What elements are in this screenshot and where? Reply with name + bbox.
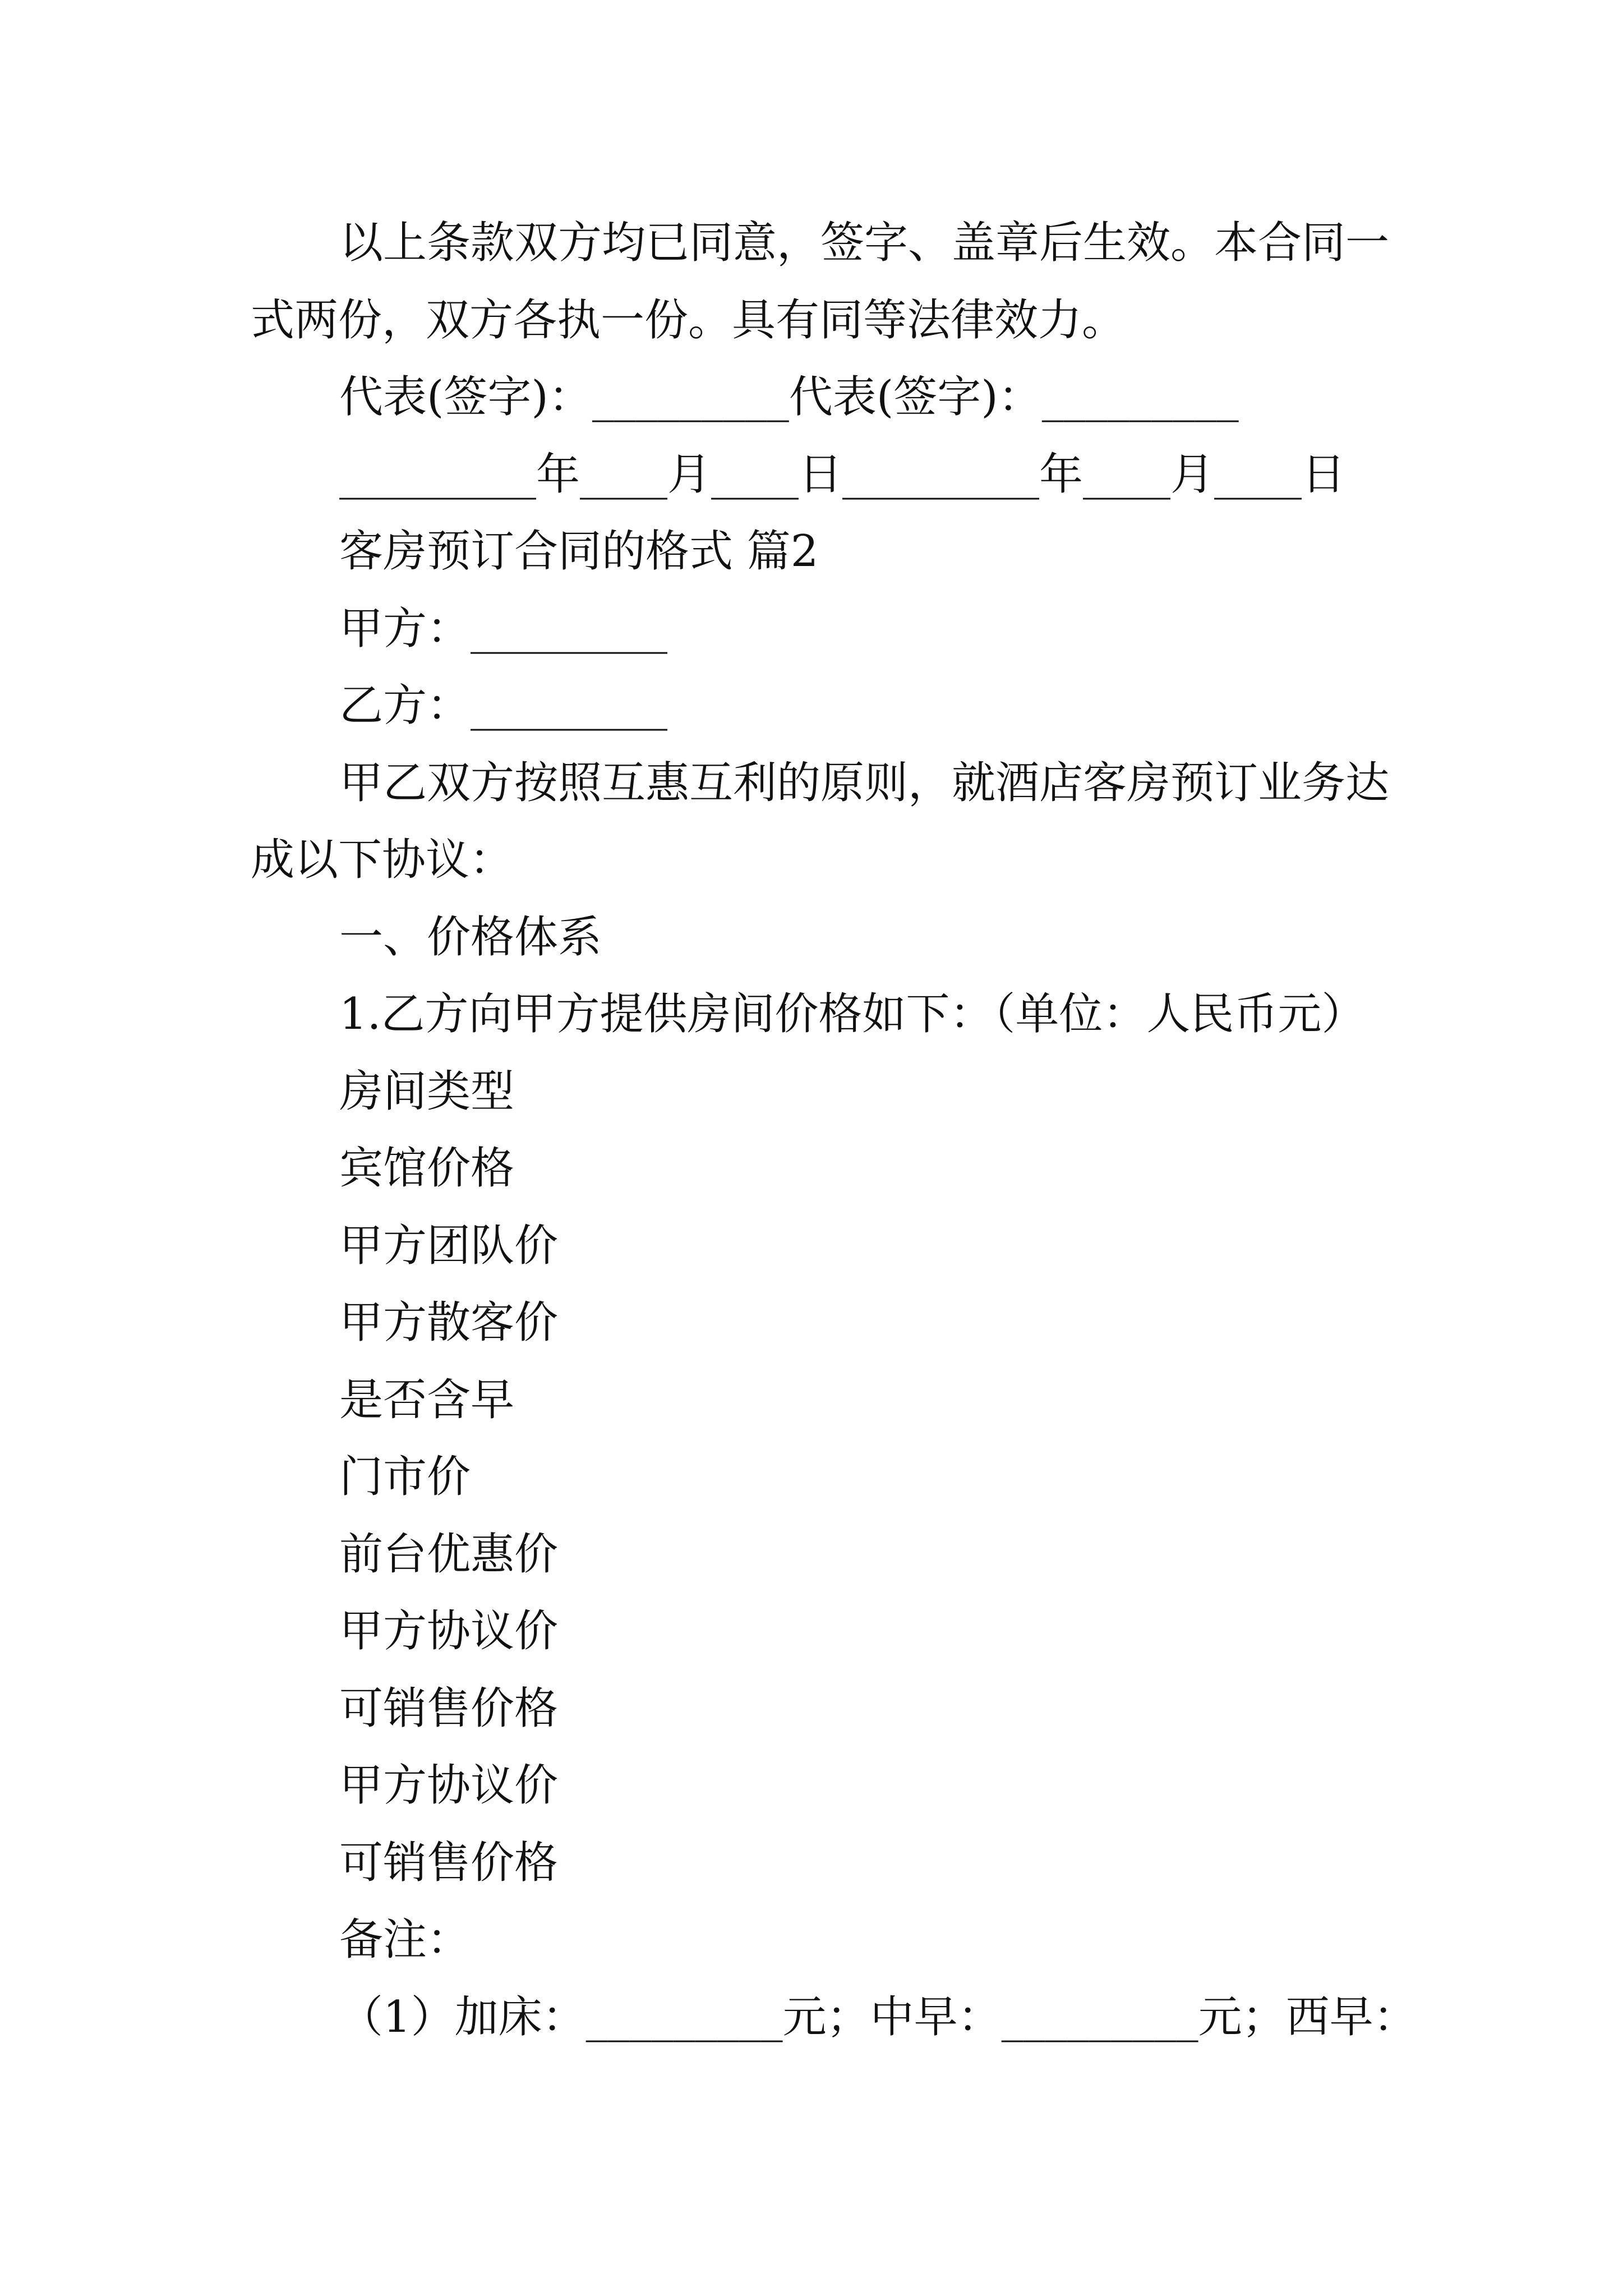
preamble-line-1: 甲乙双方按照互惠互利的原则，就酒店客房预订业务达 — [339, 757, 1390, 808]
preamble-line-2: 成以下协议： — [251, 835, 514, 885]
party-b-line: 乙方：_________ — [339, 680, 668, 731]
clause-1-text: 1.乙方向甲方提供房间价格如下：（单位：人民币元） — [339, 989, 1366, 1039]
price-item-sellable-price-1: 可销售价格 — [339, 1683, 559, 1734]
section-title: 客房预订合同的格式 篇2 — [339, 526, 819, 577]
clause-heading: 一、价格体系 — [339, 912, 602, 963]
price-item-rack-rate: 门市价 — [339, 1452, 471, 1502]
remark-1-text: （1）加床：_________元；中早：_________元；西早： — [339, 1991, 1417, 2042]
price-item-room-type: 房间类型 — [339, 1066, 515, 1117]
price-item-front-desk-discount: 前台优惠价 — [339, 1529, 559, 1580]
price-item-group-price: 甲方团队价 — [339, 1220, 559, 1271]
price-table-items — [251, 1053, 1623, 1902]
signature-line: 代表(签字)：_________代表(签字)：_________ — [339, 372, 1239, 422]
closing-clause — [251, 205, 1623, 359]
price-item-agreement-price-1: 甲方协议价 — [339, 1606, 559, 1657]
closing-clause-line-2: 式两份，双方各执一份。具有同等法律效力。 — [251, 295, 1126, 346]
price-item-breakfast-included: 是否含早 — [339, 1374, 515, 1425]
price-item-sellable-price-2: 可销售价格 — [339, 1837, 559, 1888]
party-a-line: 甲方：_________ — [339, 603, 668, 654]
price-item-hotel-price: 宾馆价格 — [339, 1143, 515, 1194]
date-line: _________年____月____日_________年____月____日 — [339, 449, 1346, 500]
preamble — [251, 745, 1623, 899]
remarks-label: 备注： — [339, 1915, 471, 1965]
closing-clause-line-1: 以上条款双方均已同意，签字、盖章后生效。本合同一 — [339, 218, 1390, 268]
price-item-individual-price: 甲方散客价 — [339, 1297, 559, 1348]
price-item-agreement-price-2: 甲方协议价 — [339, 1760, 559, 1811]
